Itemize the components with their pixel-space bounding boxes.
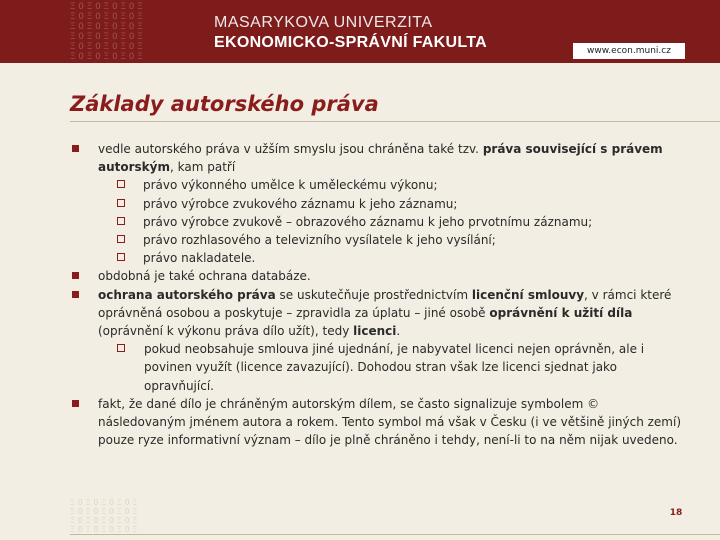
hollow-square-bullet-icon (117, 235, 125, 243)
sub-item: právo výrobce zvukově – obrazového záznamu k jeho prvotnímu záznamu; (70, 213, 688, 231)
square-bullet-icon (72, 400, 79, 407)
sub-item: právo nakladatele. (70, 249, 688, 267)
university-logo-pattern: ΞΟΞΟΞΟΞΟΞ ΞΟΞΟΞΟΞΟΞ ΞΟΞΟΞΟΞΟΞ ΞΟΞΟΞΟΞΟΞ ΞΟΞΟΞΟΞΟΞ ΞΟΞΟΞΟΞΟΞ (70, 2, 146, 62)
square-bullet-icon (72, 145, 79, 152)
slide-title: Základy autorského práva (70, 92, 379, 116)
sub-item-license-obligation: pokud neobsahuje smlouva jiné ujednání, je nabyvatel licenci nejen oprávněn, ale i povinen využít (licence zavazující). Dohodou stran však lze licenci sjednat jako opravňující. (70, 340, 688, 395)
slide-content (70, 140, 688, 449)
university-name: MASARYKOVA UNIVERZITA (214, 14, 433, 31)
hollow-square-bullet-icon (117, 217, 125, 225)
header-bar (0, 0, 720, 63)
hollow-square-bullet-icon (117, 253, 125, 261)
bullet-copyright-symbol: fakt, že dané dílo je chráněným autorským dílem, se často signalizuje symbolem © následovaným jménem autora a rokem. Tento symbol má však v Česku (i ve většině jiných zemí) pouze ryze informativní význam – dílo je plně chráněno i tehdy, není-li to na něm nijak uvedeno. (70, 395, 688, 450)
footer-logo-pattern: ΞΟΞΟΞΟΞΟΞ ΞΟΞΟΞΟΞΟΞ ΞΟΞΟΞΟΞΟΞ ΞΟΞΟΞΟΞΟΞ (70, 498, 141, 534)
hollow-square-bullet-icon (117, 180, 125, 188)
bullet-related-rights: vedle autorského práva v užším smyslu jsou chráněna také tzv. práva související s právem autorským, kam patří (70, 140, 688, 176)
hollow-square-bullet-icon (117, 344, 125, 352)
footer-divider (70, 534, 720, 535)
sub-item: právo rozhlasového a televizního vysílatele k jeho vysílání; (70, 231, 688, 249)
sub-item: právo výrobce zvukového záznamu k jeho záznamu; (70, 195, 688, 213)
page-number: 18 (669, 508, 683, 518)
faculty-url[interactable]: www.econ.muni.cz (573, 43, 685, 59)
bullet-database: obdobná je také ochrana databáze. (70, 267, 688, 285)
faculty-name: EKONOMICKO-SPRÁVNÍ FAKULTA (214, 34, 487, 51)
bullet-license: ochrana autorského práva se uskutečňuje prostřednictvím licenční smlouvy, v rámci které oprávněná osobou a poskytuje – zpravidla za úplatu – jiné osobě oprávnění k užití díla (oprávnění k výkonu práva dílo užít), tedy licenci. (70, 286, 688, 341)
title-divider (70, 121, 720, 122)
hollow-square-bullet-icon (117, 199, 125, 207)
square-bullet-icon (72, 272, 79, 279)
sub-item: právo výkonného umělce k uměleckému výkonu; (70, 176, 688, 194)
square-bullet-icon (72, 291, 79, 298)
